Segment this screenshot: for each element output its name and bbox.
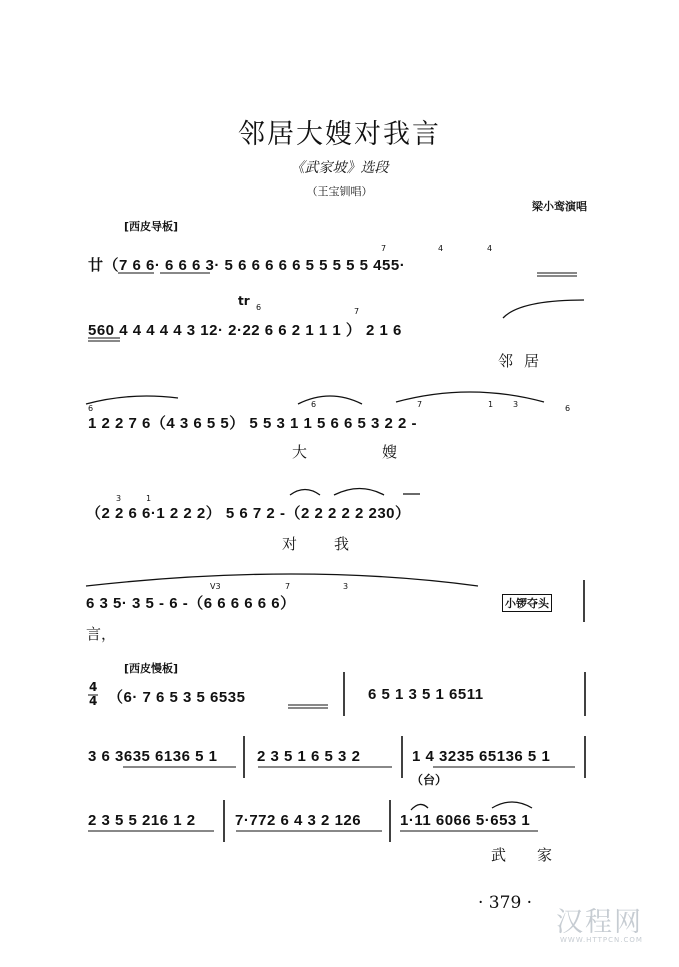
time-signature-bottom: 4 <box>89 694 98 708</box>
grace-note: 1 <box>146 494 152 503</box>
grace-note: 4 <box>438 244 444 253</box>
slur <box>503 300 584 318</box>
grace-note: 6 <box>311 400 317 409</box>
slur <box>298 396 362 404</box>
grace-note: 7 <box>354 307 360 316</box>
slur <box>86 396 178 404</box>
grace-note: V3 <box>210 582 221 591</box>
notation-line-8b: 7·772 6 4 3 2 126 <box>235 812 362 829</box>
grace-note: 6 <box>565 404 571 413</box>
slur <box>492 802 532 808</box>
lyric-char: 居 <box>524 352 540 370</box>
slur <box>290 490 320 496</box>
lyric-char: 对 <box>282 535 298 553</box>
page-number: · 379 · <box>478 893 533 913</box>
lyric-char: 我 <box>334 535 350 553</box>
lyric-char: 言， <box>86 625 117 643</box>
grace-note: 3 <box>343 582 349 591</box>
lyric-char: 大 <box>292 443 308 461</box>
grace-note: 6 <box>256 303 262 312</box>
trill-mark: tr <box>238 294 250 308</box>
notation-line-2: 560 4 4 4 4 4 3 12· 2·22 6 6 2 1 1 1 ） 2 1 6 <box>88 322 402 339</box>
watermark-logo-text: 汉程网 <box>556 907 643 938</box>
performer-credit: 梁小鸾演唱 <box>532 200 587 213</box>
notation-line-6a: （6· 7 6 5 3 5 6535 <box>108 689 246 706</box>
notation-line-5: 6 3 5· 3 5 - 6 -（6 6 6 6 6 6） <box>86 595 296 612</box>
song-title: 邻居大嫂对我言 <box>238 119 441 150</box>
singer-note: （王宝钏唱） <box>306 185 373 198</box>
grace-note: 3 <box>513 400 519 409</box>
section-label-xipi-manban: [西皮慢板] <box>124 662 179 675</box>
grace-note: 4 <box>487 244 493 253</box>
notation-line-8a: 2 3 5 5 216 1 2 <box>88 812 196 829</box>
lyric-char: 家 <box>537 846 553 864</box>
grace-note: 3 <box>116 494 122 503</box>
notation-line-3: 1 2 2 7 6（4 3 6 5 5） 5 5 3 1 1 5 6 6 5 3 2 2 - <box>88 415 418 432</box>
grace-note: 7 <box>417 400 423 409</box>
slur <box>396 392 544 402</box>
notation-line-6b: 6 5 1 3 5 1 6511 <box>368 686 484 703</box>
section-label-xipi-daoban: [西皮导板] <box>124 220 179 233</box>
notation-line-7b: 2 3 5 1 6 5 3 2 <box>257 748 361 765</box>
instrument-note: （台） <box>411 773 448 787</box>
grace-note: 1 <box>488 400 494 409</box>
grace-note: 6 <box>88 404 94 413</box>
grace-note: 7 <box>285 582 291 591</box>
watermark-url: WWW.HTTPCN.COM <box>560 936 643 944</box>
slur <box>411 804 428 810</box>
notation-line-7a: 3 6 3635 6136 5 1 <box>88 748 218 765</box>
lyric-char: 邻 <box>498 352 514 370</box>
notation-line-4: （2 2 6 6·1 2 2 2） 5 6 7 2 -（2 2 2 2 2 230） <box>86 505 411 522</box>
grace-note: 7 <box>381 244 387 253</box>
time-signature-top: 4 <box>89 680 98 694</box>
lyric-char: 嫂 <box>382 443 398 461</box>
notation-line-8c: 1·11 6066 5·653 1 <box>400 812 531 829</box>
notation-line-7c: 1 4 3235 65136 5 1 <box>412 748 551 765</box>
notation-line-1: 廿（7 6 6· 6 6 6 3· 5 6 6 6 6 6 5 5 5 5 5 455· <box>88 257 406 274</box>
slur <box>334 489 384 496</box>
song-subtitle: 《武家坡》选段 <box>290 160 389 176</box>
lyric-char: 武 <box>491 846 507 864</box>
slur <box>86 574 478 586</box>
percussion-cue-box: 小锣夺头 <box>502 594 552 612</box>
